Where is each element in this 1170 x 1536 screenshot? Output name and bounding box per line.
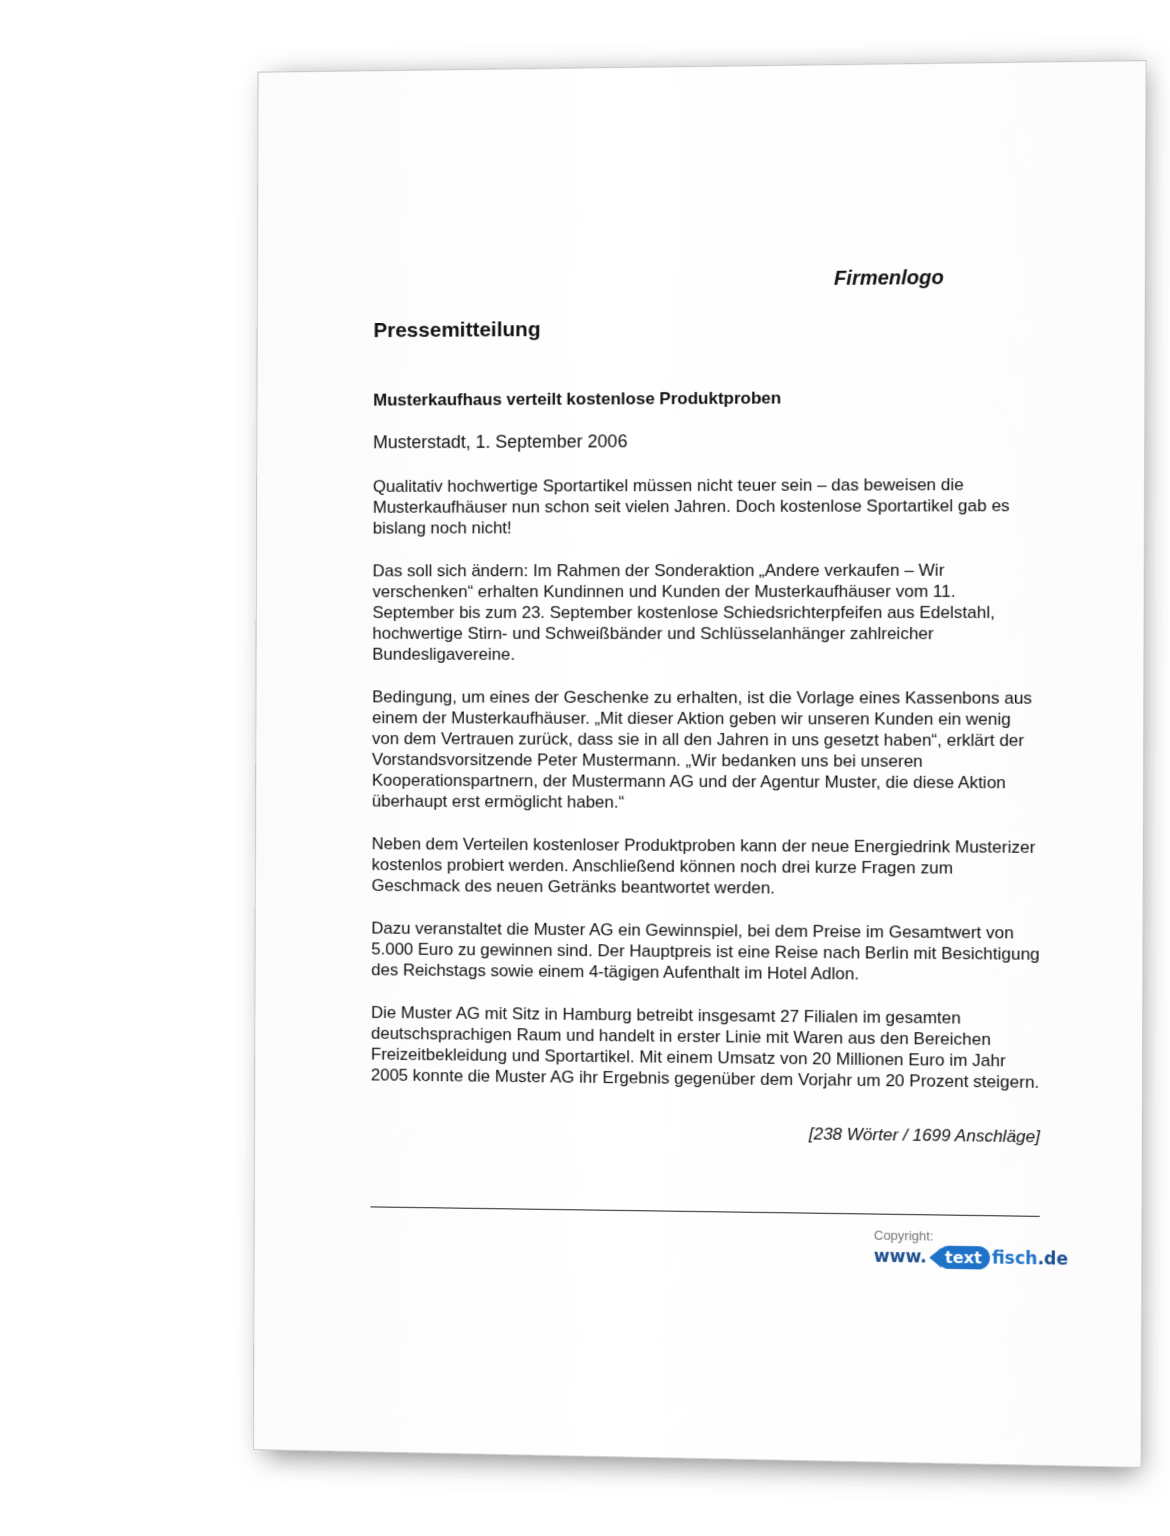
logo-www: www. <box>873 1246 927 1268</box>
paragraph: Neben dem Verteilen kostenloser Produktproben kann der neue Energiedrink Musterizer kostenlos probiert werden. Anschließend können noch drei kurze Fragen zum Geschmack des neuen Getränks beantwortet werden. <box>371 834 1036 898</box>
logo-fisch: fisch <box>991 1247 1038 1269</box>
paragraph: Bedingung, um eines der Geschenke zu erhalten, ist die Vorlage eines Kassenbons aus einem der Musterkaufhäuser. „Mit dieser Aktion geben wir unseren Kunden ein wenig von dem Vertrauen zurück, dass sie in all den Jahren in uns gesetzt haben“, erklärt der Vorstandsvorsitzende Peter Mustermann. „Wir bedanken uns bei unseren Kooperationspartnern, der Mustermann AG und der Agentur Muster, die diese Aktion überhaupt erst ermöglicht haben.“ <box>371 687 1033 812</box>
word-count: [238 Wörter / 1699 Anschläge] <box>808 1124 1041 1147</box>
paragraph: Dazu veranstaltet die Muster AG ein Gewinnspiel, bei dem Preise im Gesamtwert von 5.000 Euro zu gewinnen sind. Der Hauptpreis ist eine Reise nach Berlin mit Besichtigung des Reichstags sowie einem 4-tägigen Aufenthalt im Hotel Adlon. <box>371 918 1040 984</box>
footer-divider <box>370 1206 1039 1216</box>
fish-icon <box>929 1245 990 1269</box>
dateline: Musterstadt, 1. September 2006 <box>373 431 628 453</box>
logo-tld: .de <box>1037 1248 1069 1270</box>
textfisch-logo <box>873 1245 1069 1271</box>
company-logo-placeholder: Firmenlogo <box>834 266 944 290</box>
paragraph: Die Muster AG mit Sitz in Hamburg betreibt insgesamt 27 Filialen im gesamten deutschsprachigen Raum und handelt in erster Linie mit Waren aus den Bereichen Freizeitbekleidung und Sportartikel. Mit einem Umsatz von 20 Millionen Euro im Jahr 2005 konnte die Muster AG ihr Ergebnis gegenüber dem Vorjahr um 20 Prozent steigern. <box>370 1002 1040 1092</box>
logo-text: text <box>937 1246 990 1270</box>
document-page <box>253 60 1147 1468</box>
copyright-block <box>873 1227 1069 1271</box>
document-content <box>370 62 1069 1270</box>
press-release-title: Musterkaufhaus verteilt kostenlose Produktproben <box>373 388 782 410</box>
document-heading: Pressemitteilung <box>373 318 541 343</box>
body-text <box>371 474 1043 1115</box>
paragraph: Qualitativ hochwertige Sportartikel müssen nicht teuer sein – das beweisen die Musterkaufhäuser nun schon seit vielen Jahren. Doch kostenlose Sportartikel gab es bislang noch nicht! <box>372 475 1010 538</box>
copyright-label: Copyright: <box>873 1227 934 1244</box>
paragraph: Das soll sich ändern: Im Rahmen der Sonderaktion „Andere verkaufen – Wir verschenken“ erhalten Kundinnen und Kunden der Musterkaufhäuser vom 11. September bis zum 23. September kostenlose Schiedsrichterpfeifen aus Edelstahl, hochwertige Stirn- und Schweißbänder und Schlüsselanhänger zahlreicher Bundesligavereine. <box>372 560 995 664</box>
